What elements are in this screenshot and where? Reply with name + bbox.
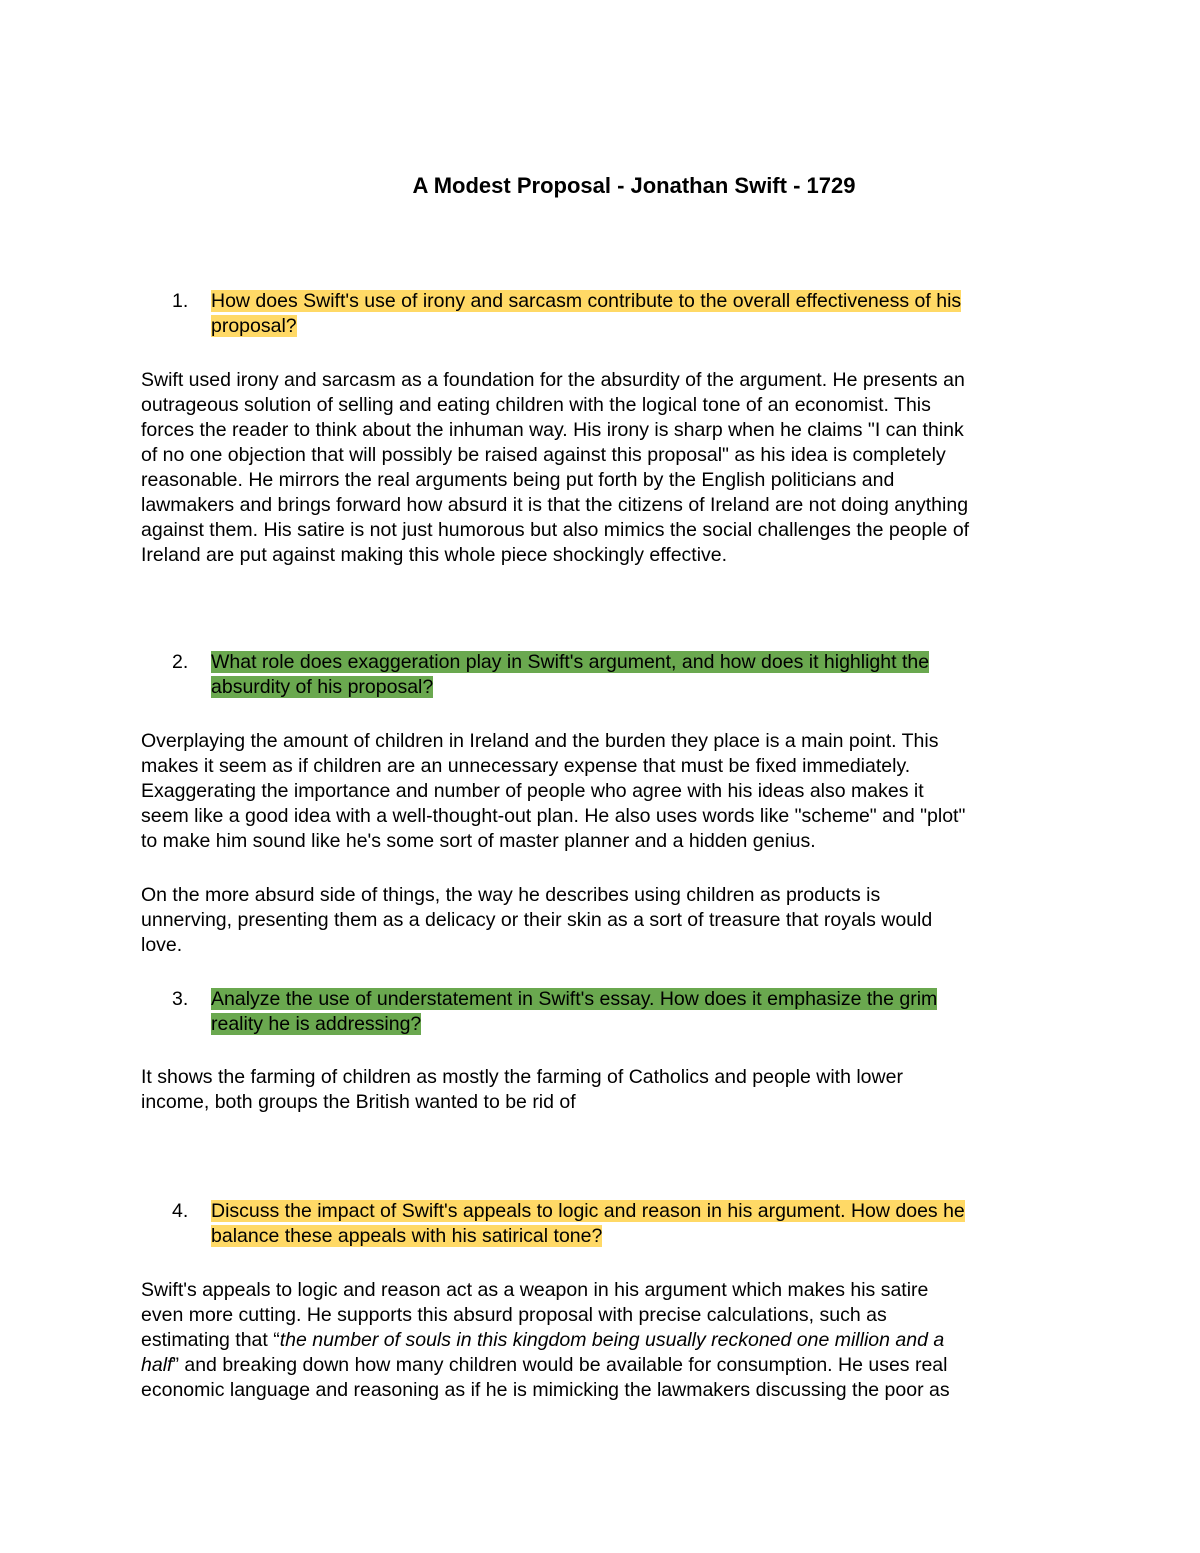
answer-line: love. bbox=[141, 934, 183, 956]
question-line: reality he is addressing? bbox=[211, 1013, 422, 1035]
question-line: proposal? bbox=[211, 315, 297, 337]
answer-line: economic language and reasoning as if he is mimicking the lawmakers discussing the poor as bbox=[141, 1379, 950, 1401]
question-line: Analyze the use of understatement in Swift's essay. How does it emphasize the grim bbox=[211, 988, 938, 1010]
answer-line: against them. His satire is not just humorous but also mimics the social challenges the people of bbox=[141, 519, 970, 541]
question-number: 2. bbox=[172, 651, 189, 673]
question-number: 1. bbox=[172, 290, 189, 312]
answer-line: Ireland are put against making this whole piece shockingly effective. bbox=[141, 544, 728, 566]
answer-line: On the more absurd side of things, the way he describes using children as products is bbox=[141, 884, 881, 906]
answer-line: unnerving, presenting them as a delicacy or their skin as a sort of treasure that royals would bbox=[141, 909, 933, 931]
answer-line bbox=[141, 1328, 1071, 1353]
answer-line: forces the reader to think about the inhuman way. His irony is sharp when he claims "I can think bbox=[141, 419, 964, 441]
answer-line: Swift used irony and sarcasm as a foundation for the absurdity of the argument. He presents an bbox=[141, 369, 965, 391]
question-line: How does Swift's use of irony and sarcasm contribute to the overall effectiveness of his bbox=[211, 290, 962, 312]
answer-text: ” and breaking down how many children would be available for consumption. He uses real bbox=[172, 1354, 948, 1376]
answer-line bbox=[141, 1353, 1071, 1378]
answer-line: It shows the farming of children as mostly the farming of Catholics and people with lower bbox=[141, 1066, 903, 1088]
quotation-italic: half bbox=[141, 1354, 173, 1376]
question-line: balance these appeals with his satirical tone? bbox=[211, 1225, 603, 1247]
answer-text: estimating that “ bbox=[141, 1329, 280, 1351]
answer-4 bbox=[141, 1278, 1071, 1403]
question-text bbox=[211, 1199, 1061, 1249]
answer-line: of no one objection that will possibly be raised against this proposal" as his idea is completely bbox=[141, 444, 946, 466]
answer-line: makes it seem as if children are an unnecessary expense that must be fixed immediately. bbox=[141, 755, 911, 777]
answer-2-paragraph-1 bbox=[141, 729, 1071, 854]
question-text bbox=[211, 650, 1061, 700]
document-title: A Modest Proposal - Jonathan Swift - 1729 bbox=[412, 173, 856, 198]
answer-line: reasonable. He mirrors the real arguments being put forth by the English politicians and bbox=[141, 469, 895, 491]
answer-line: seem like a good idea with a well-thought-out plan. He also uses words like "scheme" and "plot" bbox=[141, 805, 966, 827]
answer-line: even more cutting. He supports this absurd proposal with precise calculations, such as bbox=[141, 1304, 887, 1326]
question-text bbox=[211, 289, 1061, 339]
question-text bbox=[211, 987, 1061, 1037]
answer-line: Overplaying the amount of children in Ireland and the burden they place is a main point. This bbox=[141, 730, 939, 752]
answer-1 bbox=[141, 368, 1071, 568]
answer-line: lawmakers and brings forward how absurd it is that the citizens of Ireland are not doing anything bbox=[141, 494, 969, 516]
question-number: 4. bbox=[172, 1200, 189, 1222]
answer-line: to make him sound like he's some sort of master planner and a hidden genius. bbox=[141, 830, 816, 852]
answer-line: income, both groups the British wanted to be rid of bbox=[141, 1091, 576, 1113]
answer-line: Swift's appeals to logic and reason act as a weapon in his argument which makes his satire bbox=[141, 1279, 929, 1301]
answer-2-paragraph-2 bbox=[141, 883, 1071, 958]
question-number: 3. bbox=[172, 988, 189, 1010]
question-line: absurdity of his proposal? bbox=[211, 676, 434, 698]
question-line: Discuss the impact of Swift's appeals to logic and reason in his argument. How does he bbox=[211, 1200, 965, 1222]
question-line: What role does exaggeration play in Swift's argument, and how does it highlight the bbox=[211, 651, 930, 673]
answer-3 bbox=[141, 1065, 1071, 1115]
answer-line: outrageous solution of selling and eating children with the logical tone of an economist. This bbox=[141, 394, 931, 416]
answer-line: Exaggerating the importance and number of people who agree with his ideas also makes it bbox=[141, 780, 924, 802]
quotation-italic: the number of souls in this kingdom being usually reckoned one million and a bbox=[279, 1329, 945, 1351]
